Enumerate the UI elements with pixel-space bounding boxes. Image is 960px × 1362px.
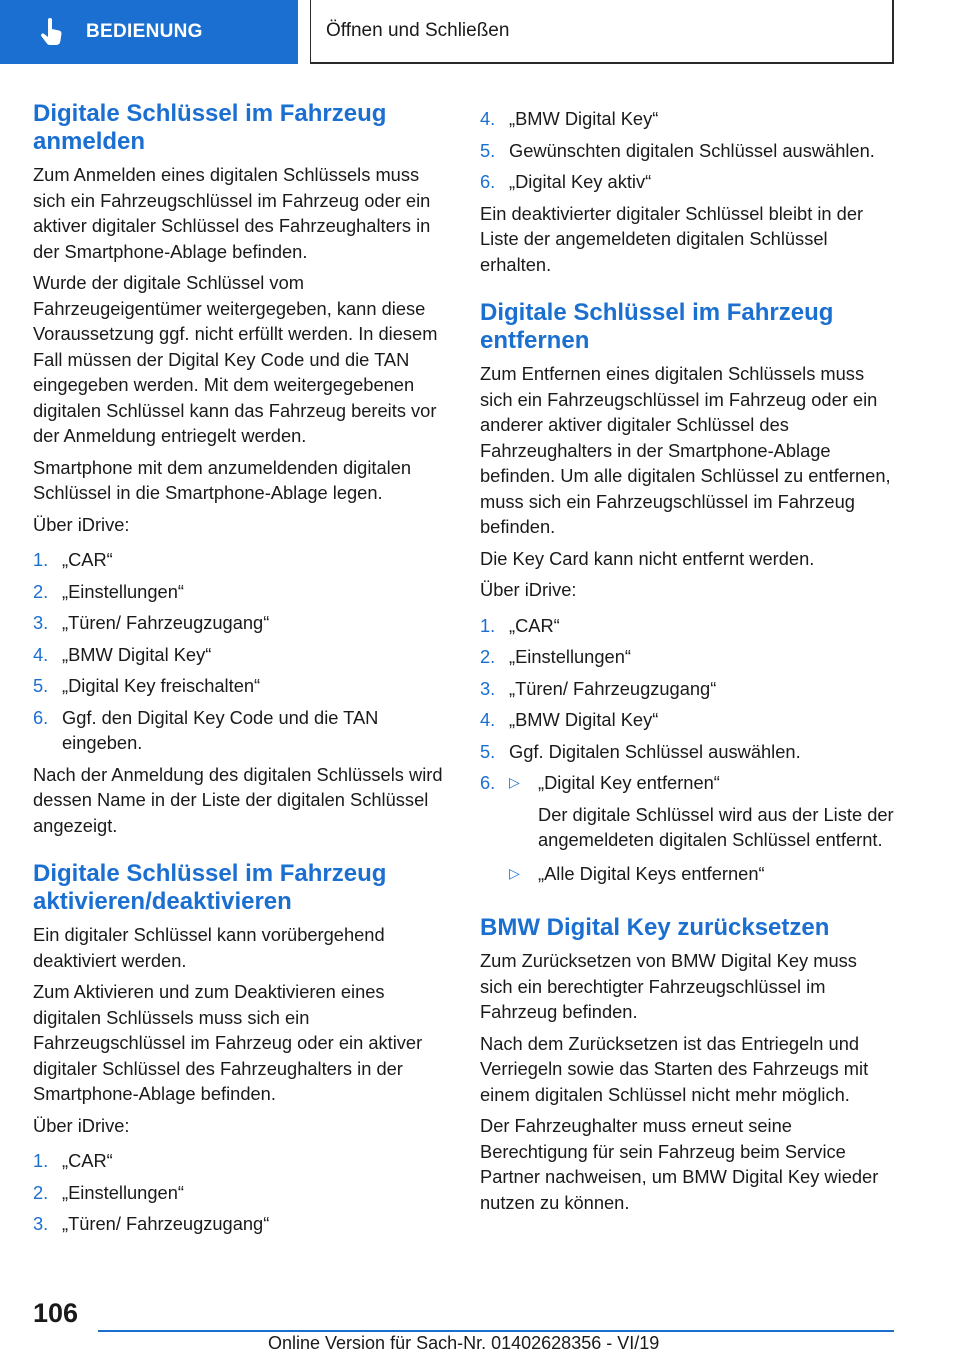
heading-aktivieren: Digitale Schlüssel im Fahrzeug aktivieren/deaktivieren [33,860,387,915]
list-item: 5. Ggf. Digitalen Schlüssel auswählen. [480,740,801,762]
list-item: 2. „Einstellungen“ [33,1181,184,1203]
heading-zuruecksetzen: BMW Digital Key zurücksetzen [480,914,830,941]
list-item: 6. Ggf. den Digital Key Code und die TAN eingeben. [33,706,379,753]
list-item: 1. „CAR“ [480,614,560,636]
list-item: 4. „BMW Digital Key“ [33,643,212,665]
section-label: BEDIENUNG [86,21,203,42]
list-item: 1. „CAR“ [33,549,113,570]
paragraph: Über iDrive: [33,513,130,535]
list-item: 2. „Einstellungen“ [480,646,631,667]
paragraph: Ein deaktivierter digitaler Schlüssel bleibt in der Liste der angemeldeten digitalen Schlüssel erhalten. [480,202,864,275]
paragraph: Wurde der digitale Schlüssel vom Fahrzeugeigentümer weitergegeben, kann diese Voraussetzung ggf. nicht erfüllt werden. In diesem Fall müssen der Digital Key Code und die TAN eingegeben werden. Mit dem weitergegebenen digitalen Schlüssel kann das Fahrzeug bereits vor der Anmeldung entriegelt werden. [33,272,438,446]
pointing-hand-icon [40,18,64,46]
sub-step-note: Der digitale Schlüssel wird aus der Liste der angemeldeten digitalen Schlüssel entfernt. [538,803,894,850]
steps-list [33,1148,447,1237]
triangle-right-icon: ▷ [509,864,520,881]
paragraph: Zum Entfernen eines digitalen Schlüssels muss sich ein Fahrzeugschlüssel im Fahrzeug oder ein anderer aktiver digitaler Schlüssel des Fahrzeughalters in der Smartphone-Ablage befinden. Um alle digitalen Schlüssel zu entfernen, muss sich ein Fahrzeugschlüssel im Fahrzeug befinden. [480,363,891,537]
paragraph: Nach dem Zurücksetzen ist das Entriegeln und Verriegeln sowie das Starten des Fahrzeugs mit einem digitalen Schlüssel nicht mehr möglich. [480,1032,869,1105]
list-item: 6. „Digital Key aktiv“ [480,171,652,192]
section-tab[interactable] [0,0,298,64]
footer-divider [98,1330,894,1332]
list-item: 3. „Türen/ Fahrzeugzugang“ [480,677,717,699]
paragraph: Zum Zurücksetzen von BMW Digital Key muss sich ein berechtigter Fahrzeugschlüssel im Fahrzeug befinden. [480,950,857,1022]
steps-list [33,547,447,756]
paragraph: Über iDrive: [480,579,577,600]
steps-list [480,613,894,893]
paragraph: Smartphone mit dem anzumeldenden digitalen Schlüssel in die Smartphone-Ablage legen. [33,456,412,503]
paragraph: Zum Anmelden eines digitalen Schlüssels muss sich ein Fahrzeugschlüssel im Fahrzeug oder ein aktiver digitaler Schlüssel des Fahrzeughalters in der Smartphone-Ablage befinden. [33,164,431,262]
sub-steps: ▷ „Digital Key entfernen“ Der digitale Schlüssel wird aus der Liste der angemeldeten digitalen Schlüssel entfernt. ▷ „Alle Digital Keys entfernen“ [509,770,894,892]
heading-anmelden: Digitale Schlüssel im Fahrzeug anmelden [33,100,387,155]
triangle-right-icon: ▷ [509,774,520,790]
paragraph: Der Fahrzeughalter muss erneut seine Berechtigung für sein Fahrzeug beim Service Partner nachweisen, um BMW Digital Key wieder nutzen zu können. [480,1115,879,1213]
list-item: 2. „Einstellungen“ [33,580,184,602]
list-item: 1. „CAR“ [33,1150,113,1171]
list-item: 5. Gewünschten digitalen Schlüssel auswählen. [480,139,875,161]
paragraph: Ein digitaler Schlüssel kann vorübergehend deaktiviert werden. [33,924,385,971]
list-item: 3. „Türen/ Fahrzeugzugang“ [33,612,270,633]
list-item: 6. ▷ „Digital Key entfernen“ Der digitale Schlüssel wird aus der Liste der angemeldeten digitalen Schlüssel entfernt. ▷ „Alle Digital Keys entfernen“ [480,770,894,892]
list-item: 5. „Digital Key freischalten“ [33,675,261,696]
list-item: 4. „BMW Digital Key“ [480,709,659,730]
paragraph: Nach der Anmeldung des digitalen Schlüssels wird dessen Name in der Liste der digitalen Schlüssel angezeigt. [33,763,443,836]
right-column [480,100,894,1221]
heading-entfernen: Digitale Schlüssel im Fahrzeug entfernen [480,299,834,354]
paragraph: Über iDrive: [33,1114,130,1136]
chapter-header [310,0,894,64]
paragraph: Zum Aktivieren und zum Deaktivieren eines digitalen Schlüssels muss sich ein Fahrzeugschlüssel im Fahrzeug oder ein aktiver digitaler Schlüssel des Fahrzeughalters in der Smartphone-Ablage befinden. [33,981,423,1104]
paragraph: Die Key Card kann nicht entfernt werden. [480,547,815,569]
page-number: 106 [33,1298,79,1328]
steps-list [480,106,894,195]
list-item: 4. „BMW Digital Key“ [480,108,659,129]
chapter-title: Öffnen und Schließen [326,20,510,41]
left-column [33,100,447,1243]
footer-text: Online Version für Sach-Nr. 01402628356 - VI/19 [268,1333,660,1353]
list-item: 3. „Türen/ Fahrzeugzugang“ [33,1213,270,1234]
